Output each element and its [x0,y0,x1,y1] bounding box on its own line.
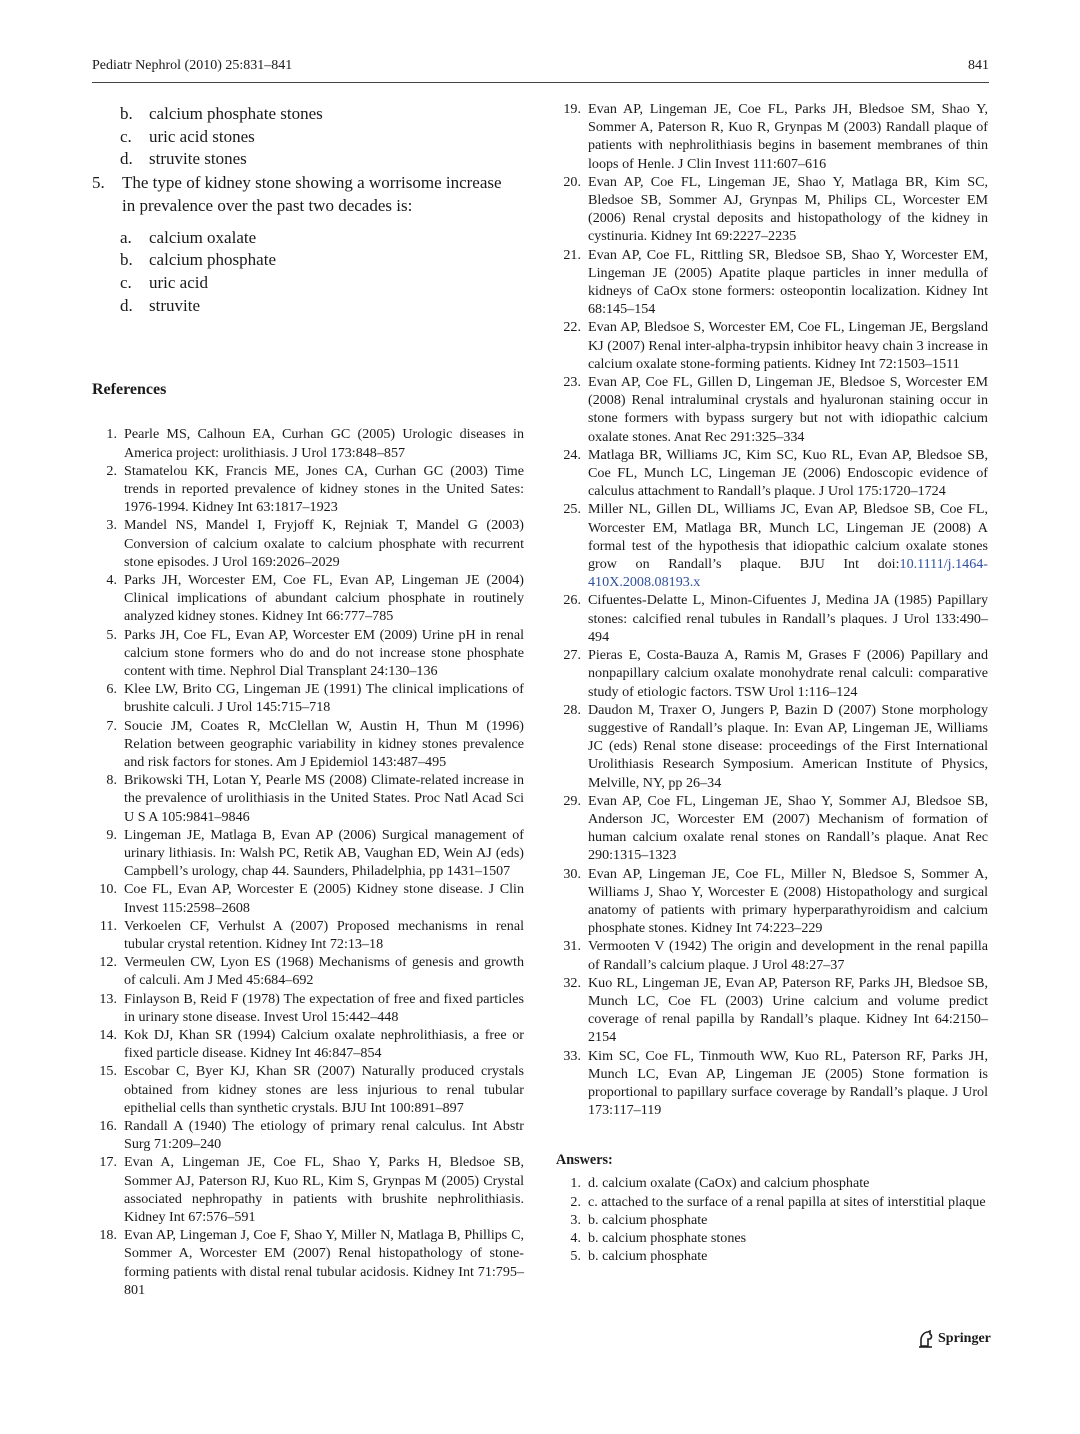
answer-item: 3. b. calcium phosphate [570,1211,708,1228]
reference-item: 17. Evan A, Lingeman JE, Coe FL, Shao Y, Parks H, Bledsoe SB, Sommer AJ, Paterson RJ, Kuo RL, Kim S, Grynpas M (2005) Crystal associated nephropathy in patients with brushite nephrolithiasis. Kidney Int 67:576–591 [99,1154,524,1226]
reference-item: 32. Kuo RL, Lingeman JE, Evan AP, Paterson RF, Parks JH, Bledsoe SB, Munch LC, Coe FL (2003) Urine calcium and volume predict coverage of renal papilla by Randall’s plaque. Kidney Int 64:2150–2154 [563,974,988,1046]
reference-item: 3. Mandel NS, Mandel I, Fryjoff K, Rejniak T, Mandel G (2003) Conversion of calcium oxalate to calcium phosphate with recurrent stone episodes. J Urol 169:2026–2029 [106,517,524,570]
reference-item: 22. Evan AP, Bledsoe S, Worcester EM, Coe FL, Lingeman JE, Bergsland KJ (2007) Renal inter-alpha-trypsin inhibitor heavy chain 3 increase in calcium oxalate stone-forming patients. Kidney Int 72:1503–1511 [563,319,988,372]
reference-item: 20. Evan AP, Coe FL, Lingeman JE, Shao Y, Matlaga BR, Kim SC, Bledsoe SB, Sommer AJ, Grynpas M, Philips CL, Worcester EM (2006) Renal crystal deposits and histopathology of the kidney in cystinuria. Kidney Int 69:2227–2235 [563,173,988,245]
q4-option: b. calcium phosphate stones [120,104,323,123]
reference-item: 13. Finlayson B, Reid F (1978) The expectation of free and fixed particles in urinary stone disease. Invest Urol 15:442–448 [99,990,524,1025]
reference-item: 1. Pearle MS, Calhoun EA, Curhan GC (2005) Urologic diseases in America project: urolithiasis. J Urol 173:848–857 [106,426,524,461]
reference-item: 33. Kim SC, Coe FL, Tinmouth WW, Kuo RL, Paterson RF, Parks JH, Munch LC, Evan AP, Lingeman JE (2005) Stone formation is proportional to papillary surface coverage by Randall’s plaque. J Urol 173:117–119 [563,1047,988,1119]
reference-item: 31. Vermooten V (1942) The origin and development in the renal papilla of Randall’s calcium plaque. J Urol 48:27–37 [563,938,988,973]
reference-item: 6. Klee LW, Brito CG, Lingeman JE (1991) The clinical implications of brushite calculi. J Urol 145:715–718 [106,681,524,716]
q5-option: c. uric acid [120,272,208,292]
q5-option: d. struvite [120,295,200,315]
reference-item: 4. Parks JH, Worcester EM, Coe FL, Evan AP, Lingeman JE (2004) Clinical implications of abundant calcium phosphate in routinely analyzed kidney stones. Kidney Int 66:777–785 [106,571,524,625]
reference-item: 2. Stamatelou KK, Francis ME, Jones CA, Curhan GC (2003) Time trends in reported prevalence of kidney stones in the United Sates: 1976-1994. Kidney Int 63:1817–1923 [106,462,524,516]
q4-option: d. struvite stones [120,149,247,169]
reference-item: 19. Evan AP, Lingeman JE, Coe FL, Parks JH, Bledsoe SM, Shao Y, Sommer A, Paterson R, Kuo R, Grynpas M (2003) Randall plaque of patients with nephrolithiasis begins in basement membranes of thin loops of Henle. J Clin Invest 111:607–616 [563,101,988,172]
reference-item: 30. Evan AP, Lingeman JE, Coe FL, Miller N, Bledsoe S, Sommer A, Williams J, Shao Y, Worcester E (2008) Histopathology and surgical anatomy of patients with primary hyperparathyroidism and calcium phosphate stones. Kidney Int 74:223–229 [563,865,988,937]
reference-item: 29. Evan AP, Coe FL, Lingeman JE, Shao Y, Sommer AJ, Bledsoe SB, Anderson JC, Worcester EM (2007) Mechanism of formation of human calcium oxalate renal stones on Randall’s plaque. Anat Rec 290:1315–1323 [563,792,988,864]
answer-item: 4. b. calcium phosphate stones [570,1229,747,1246]
q4-option: c. uric acid stones [120,126,255,146]
answers-heading: Answers: [556,1152,613,1169]
reference-item: 24. Matlaga BR, Williams JC, Kim SC, Kuo RL, Evan AP, Bledsoe SB, Coe FL, Munch LC, Lingeman JE (2006) Endoscopic evidence of calculus attachment to Randall’s plaque. J Urol 175:1720–1724 [563,446,988,500]
reference-item: 27. Pieras E, Costa-Bauza A, Ramis M, Grases F (2006) Papillary and nonpapillary calcium oxalate monohydrate renal calculi: comparative study of etiologic factors. TSW Urol 1:116–124 [563,647,988,700]
answer-item: 5. b. calcium phosphate [570,1248,708,1265]
answers-list [556,1174,988,1265]
page-number: 841 [968,58,989,73]
reference-item: 16. Randall A (1940) The etiology of primary renal calculus. Int Abstr Surg 71:209–240 [99,1118,524,1153]
springer-horse-icon [918,1330,934,1348]
left-column [92,103,524,1299]
question-5-options [92,227,524,318]
reference-item: 21. Evan AP, Coe FL, Rittling SR, Bledsoe SB, Shao Y, Worcester EM, Lingeman JE (2005) Apatite plaque particles in inner medulla of kidneys of CaOx stone formers: osteopontin localization. Kidney Int 68:145–154 [563,246,988,318]
reference-item: 15. Escobar C, Byer KJ, Khan SR (2007) Naturally produced crystals obtained from kidney stones are less injurious to renal tubular epithelial cells than synthetic crystals. BJU Int 100:891–897 [99,1063,524,1116]
reference-item: 25. Miller NL, Gillen DL, Williams JC, Evan AP, Bledsoe SB, Coe FL, Worcester EM, Matlaga BR, Munch LC, Lingeman JE (2008) A formal test of the hypothesis that idiopathic calcium oxalate stones grow on Randall’s plaque. BJU Int doi:10.1111/j.1464-410X.2008.08193.x [563,501,988,591]
answer-item: 1. d. calcium oxalate (CaOx) and calcium phosphate [570,1175,870,1192]
reference-item: 9. Lingeman JE, Matlaga B, Evan AP (2006) Surgical management of urinary lithiasis. In: Walsh PC, Retik AB, Vaughan ED, Wein AJ (eds) Campbell’s urology, chap 44. Saunders, Philadelphia, pp 1431–1507 [106,826,524,880]
header-rule [92,82,989,83]
q5-option: b. calcium phosphate [120,250,276,270]
q5-option: a. calcium oxalate [120,227,257,247]
publisher-name: Springer [938,1331,991,1346]
doi-link[interactable]: 10.1111/j.1464-410X.2008.08193.x [588,556,988,591]
running-head [92,58,989,74]
reference-item: 8. Brikowski TH, Lotan Y, Pearle MS (2008) Climate-related increase in the prevalence of urolithiasis in the United States. Proc Natl Acad Sci U S A 105:9841–9846 [106,772,524,825]
reference-item: 12. Vermeulen CW, Lyon ES (1968) Mechanisms of genesis and growth of calculi. Am J Med 45:684–692 [99,954,524,989]
references-heading: References [92,381,167,399]
reference-item: 11. Verkoelen CF, Verhulst A (2007) Proposed mechanisms in renal tubular crystal retention. Kidney Int 72:13–18 [99,917,524,953]
right-column [556,100,988,1265]
answer-item: 2. c. attached to the surface of a renal papilla at sites of interstitial plaque [570,1193,986,1210]
reference-item: 10. Coe FL, Evan AP, Worcester E (2005) Kidney stone disease. J Clin Invest 115:2598–2608 [99,881,524,916]
reference-item: 14. Kok DJ, Khan SR (1994) Calcium oxalate nephrolithiasis, a free or fixed particle disease. Kidney Int 46:847–854 [99,1027,524,1062]
question-4-options [92,103,524,171]
reference-item: 28. Daudon M, Traxer O, Jungers P, Bazin D (2007) Stone morphology suggestive of Randall’s plaque. In: Evan AP, Lingeman JE, Williams JC (eds) Renal stone disease: proceedings of the First International Urolithiasis Research Symposium. American Institute of Physics, Melville, NY, pp 26–34 [563,701,988,791]
reference-item: 7. Soucie JM, Coates R, McClellan W, Austin H, Thun M (1996) Relation between geographic variability in kidney stones prevalence and risk factors for stones. Am J Epidemiol 143:487–495 [106,717,524,770]
references-list-left [92,425,524,1299]
reference-item: 18. Evan AP, Lingeman J, Coe F, Shao Y, Miller N, Matlaga B, Phillips C, Sommer A, Worcester EM (2007) Renal histopathology of stone-forming patients with distal renal tubular acidosis. Kidney Int 71:795–801 [99,1227,524,1298]
springer-logo [918,1330,991,1348]
reference-item: 5. Parks JH, Coe FL, Evan AP, Worcester EM (2009) Urine pH in renal calcium stone formers who do and do not increase stone phosphate content with time. Nephrol Dial Transplant 24:130–136 [106,626,524,679]
journal-citation: Pediatr Nephrol (2010) 25:831–841 [92,58,293,73]
references-list-right [556,100,988,1119]
reference-item: 23. Evan AP, Coe FL, Gillen D, Lingeman JE, Bledsoe S, Worcester EM (2008) Renal intraluminal crystals and hyaluronan staining occur in stone formers with bypass surgery but not with idiopathic calcium oxalate stones. Anat Rec 291:325–334 [563,374,988,445]
reference-item: 26. Cifuentes-Delatte L, Minon-Cifuentes J, Medina JA (1985) Papillary stones: calcified renal tubules in Randall’s plaques. J Urol 133:490–494 [563,592,988,645]
question-5: 5. The type of kidney stone showing a worrisome increase in prevalence over the past two decades is: [92,173,502,215]
